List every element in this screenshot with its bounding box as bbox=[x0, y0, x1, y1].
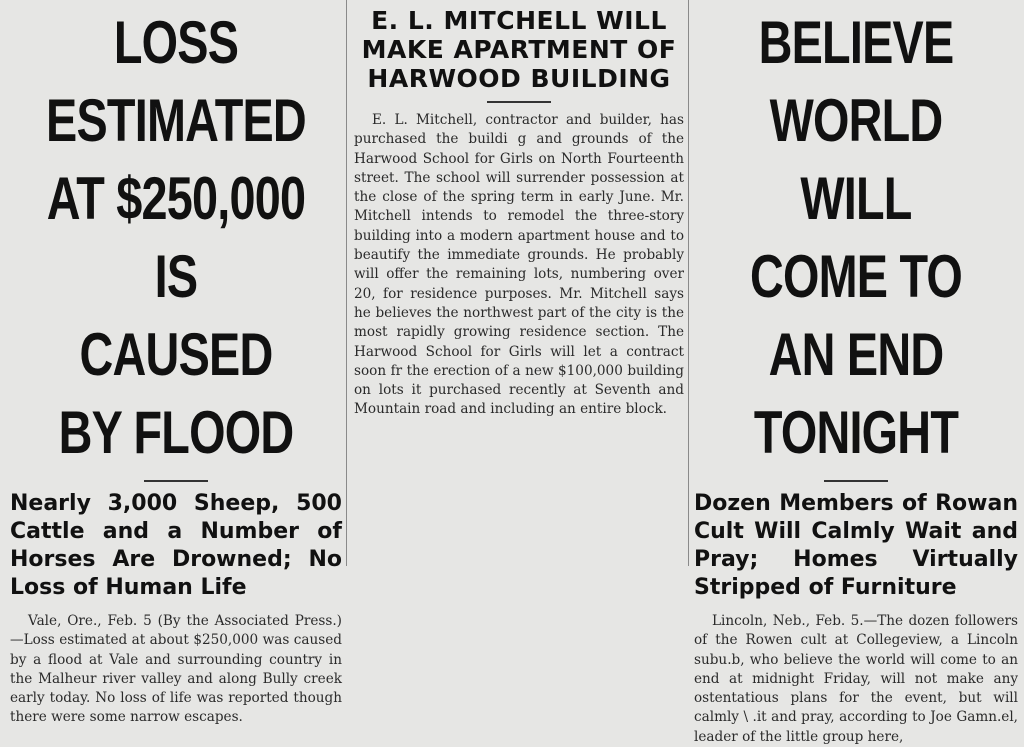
column-rule bbox=[688, 0, 689, 566]
subhead-cult: Dozen Members of Rowan Cult Will Calmly Wait and Pray; Homes Virtually Stripped of Furniture bbox=[694, 491, 1018, 600]
headline-line: AT $250,000 IS bbox=[46, 165, 306, 310]
headline-harwood bbox=[352, 6, 686, 93]
headline-cult bbox=[728, 4, 984, 472]
column-rule bbox=[346, 0, 347, 566]
article-flood bbox=[8, 0, 344, 726]
divider bbox=[144, 480, 208, 482]
body-flood: Vale, Ore., Feb. 5 (By the Associated Press.)—Loss estimated at about $250,000 was caused by a flood at Vale and surrounding country in the Malheur river valley and along Bully creek early today. No loss of life was reported though there were some narrow escapes. bbox=[10, 613, 342, 726]
article-cult bbox=[692, 0, 1020, 745]
body-harwood: E. L. Mitchell, contractor and builder, has purchased the buildi g and grounds of the Harwood School for Girls on North Fourteenth street. The school will surrender possession at the close of the spring term in early June. Mr. Mitchell intends to remodel the three-story building into a modern apartment house and to beautify the immediate grounds. He probably will offer the remaining lots, numbering over 20, for residence purposes. Mr. Mitchell says he believes the northwest part of the city is the most rapidly growing residence section. The Harwood School for Girls will let a contract soon fr the erection of a new $100,000 building on lots it purchased recently at Seventh and Mountain road and including an entire block. bbox=[354, 112, 684, 418]
headline-line: CAUSED BY FLOOD bbox=[58, 321, 294, 466]
divider bbox=[824, 480, 888, 482]
headline-line: LOSS ESTIMATED bbox=[46, 9, 306, 154]
headline-line: BELIEVE WORLD bbox=[758, 9, 954, 154]
headline-line: WILL COME TO bbox=[749, 165, 963, 310]
headline-line: MAKE APARTMENT OF bbox=[361, 35, 677, 64]
body-cult: Lincoln, Neb., Feb. 5.—The dozen followers of the Rowen cult at Collegeview, a Lincoln subu.b, who believe the world will come to an end at midnight Friday, will not make any ostentatious plans for the event, but will calmly \ .it and pray, according to Joe Gamn.el, leader of the little group here, bbox=[694, 613, 1018, 745]
subhead-flood: Nearly 3,000 Sheep, 500 Cattle and a Number of Horses Are Drowned; No Loss of Human Life bbox=[10, 491, 342, 600]
headline-line: HARWOOD BUILDING bbox=[367, 64, 671, 93]
headline-line: AN END TONIGHT bbox=[753, 321, 959, 466]
headline-line: E. L. MITCHELL WILL bbox=[371, 6, 667, 35]
divider bbox=[487, 101, 551, 103]
article-harwood bbox=[352, 0, 686, 566]
headline-flood bbox=[45, 4, 307, 472]
